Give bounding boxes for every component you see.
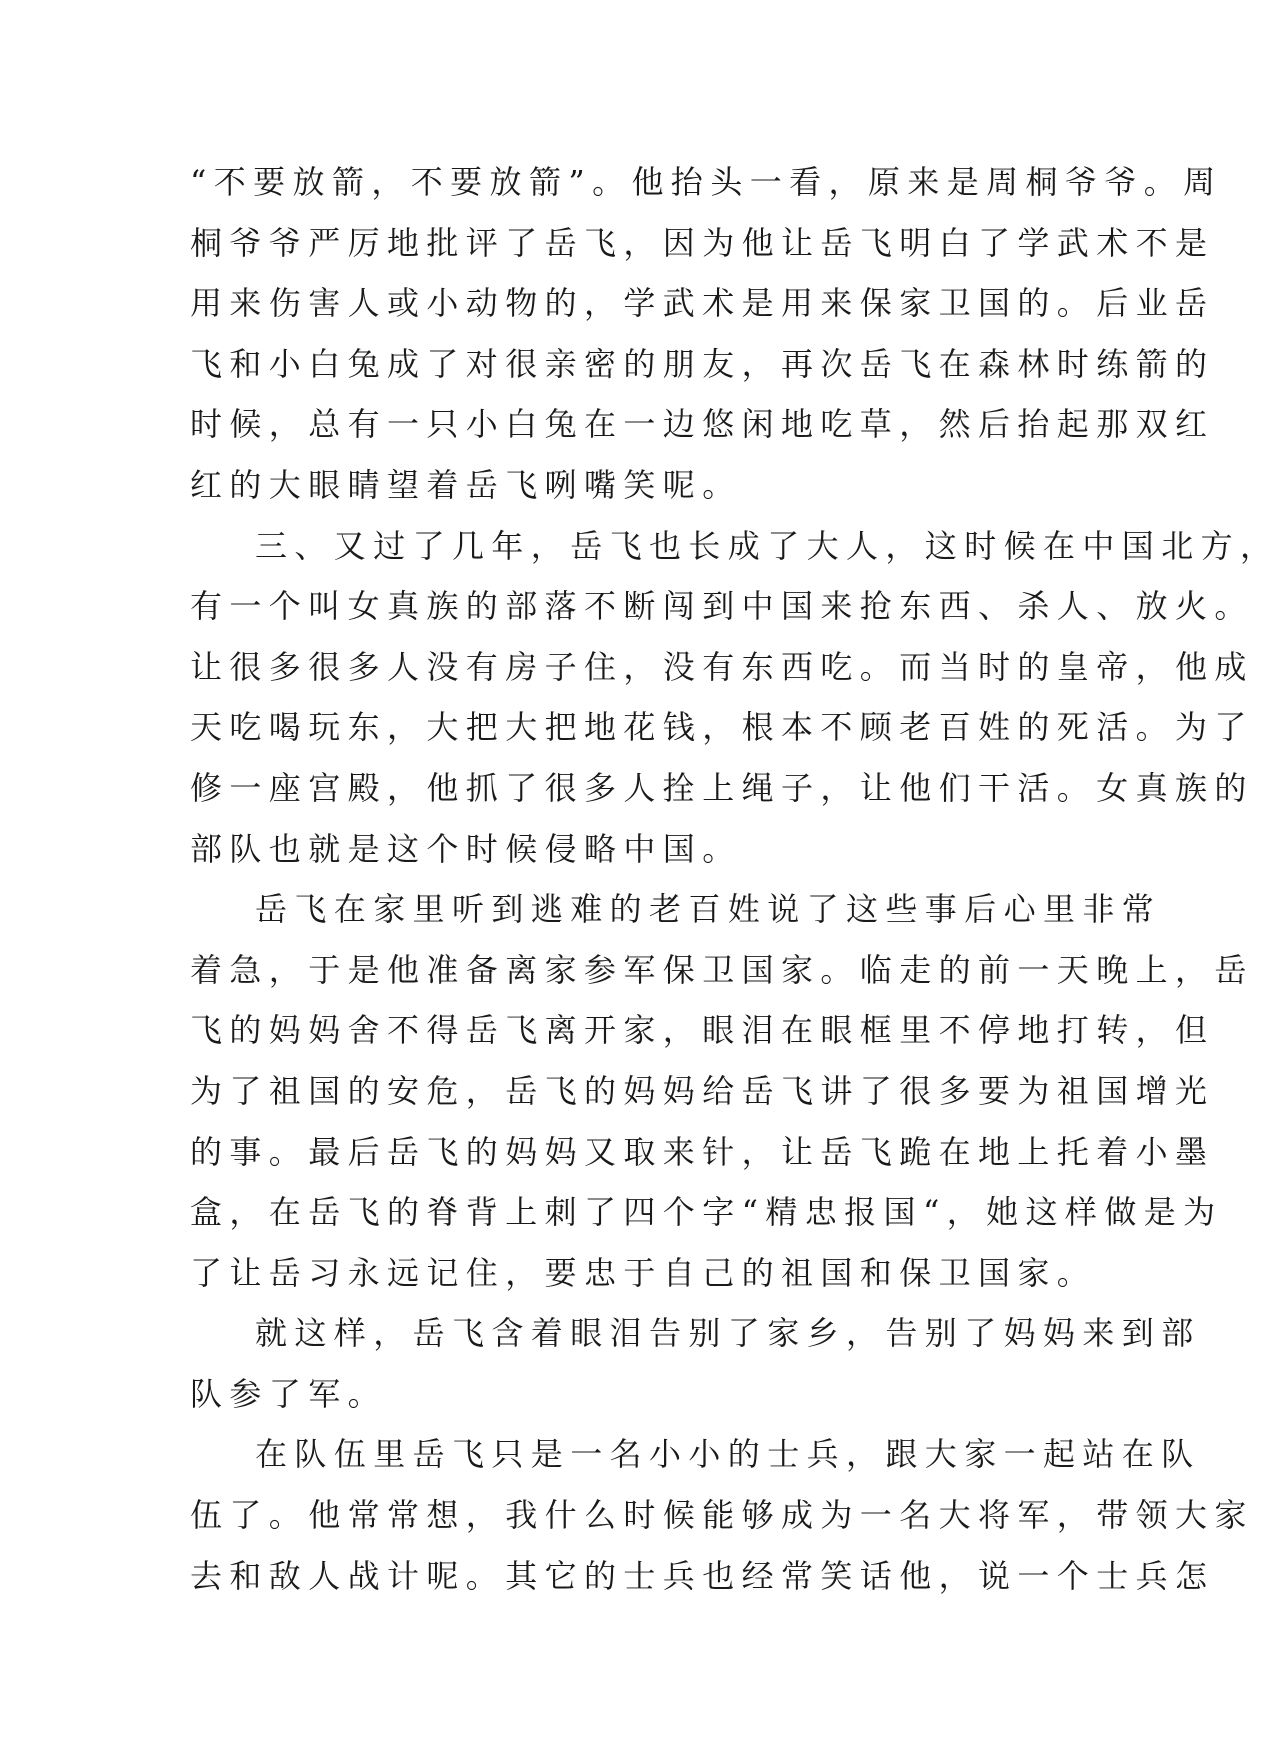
- text-line: 有一个叫女真族的部落不断闯到中国来抢东西、杀人、放火。: [190, 587, 1254, 626]
- text-line: 天吃喝玩东，大把大把地花钱，根本不顾老百姓的死活。为了: [190, 708, 1254, 747]
- text-line: 盒，在岳飞的脊背上刺了四个字“精忠报国“，她这样做是为: [190, 1193, 1223, 1232]
- text-line: 飞和小白兔成了对很亲密的朋友，再次岳飞在森林时练箭的: [190, 344, 1215, 383]
- text-line: “不要放箭，不要放箭”。他抬头一看，原来是周桐爷爷。周: [190, 163, 1223, 201]
- text-line: 红的大眼睛望着岳飞咧嘴笑呢。: [190, 465, 742, 504]
- text-line: 时候，总有一只小白兔在一边悠闲地吃草，然后抬起那双红: [190, 405, 1215, 444]
- text-line: 去和敌人战计呢。其它的士兵也经常笑话他，说一个士兵怎: [190, 1556, 1215, 1595]
- text-line: 用来伤害人或小动物的，学武术是用来保家卫国的。后业岳: [190, 284, 1215, 323]
- text-line: 飞的妈妈舍不得岳飞离开家，眼泪在眼框里不停地打转，但: [190, 1011, 1215, 1050]
- paragraph-first-line: 在队伍里岳飞只是一名小小的士兵，跟大家一起站在队: [255, 1435, 1201, 1474]
- text-line: 的事。最后岳飞的妈妈又取来针，让岳飞跪在地上托着小墨: [190, 1132, 1215, 1171]
- text-line: 了让岳习永远记住，要忠于自己的祖国和保卫国家。: [190, 1253, 1097, 1292]
- text-line: 让很多很多人没有房子住，没有东西吃。而当时的皇帝，他成: [190, 647, 1254, 686]
- text-line: 桐爷爷严厉地批评了岳飞，因为他让岳飞明白了学武术不是: [190, 223, 1215, 262]
- document-page: [190, 152, 1279, 1606]
- text-line: 队参了军。: [190, 1374, 388, 1413]
- paragraph-first-line: 就这样，岳飞含着眼泪告别了家乡，告别了妈妈来到部: [255, 1314, 1201, 1353]
- text-line: 部队也就是这个时候侵略中国。: [190, 829, 742, 868]
- text-line: 为了祖国的安危，岳飞的妈妈给岳飞讲了很多要为祖国增光: [190, 1071, 1215, 1110]
- text-line: 着急，于是他准备离家参军保卫国家。临走的前一天晚上，岳: [190, 950, 1254, 989]
- text-line: 伍了。他常常想，我什么时候能够成为一名大将军，带领大家: [190, 1496, 1254, 1535]
- text-line: 修一座宫殿，他抓了很多人拴上绳子，让他们干活。女真族的: [190, 768, 1254, 807]
- paragraph-first-line: 三、又过了几年，岳飞也长成了大人，这时候在中国北方，: [255, 526, 1279, 565]
- paragraph-first-line: 岳飞在家里听到逃难的老百姓说了这些事后心里非常: [255, 890, 1162, 929]
